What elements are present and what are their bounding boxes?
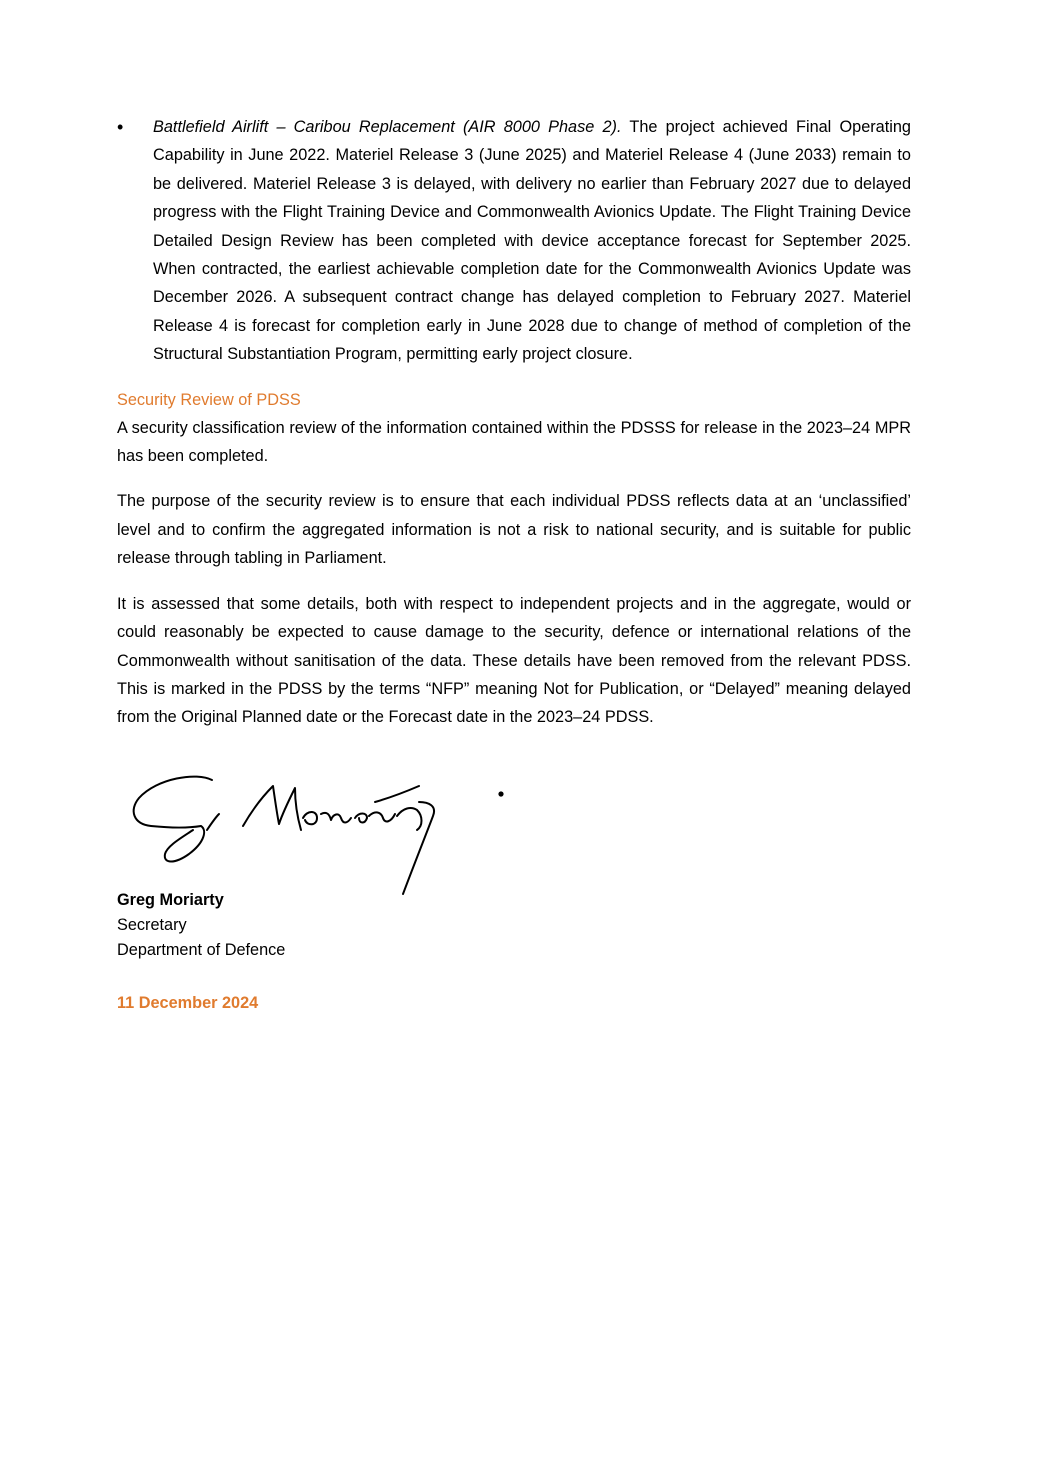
paragraph-3: It is assessed that some details, both with respect to independent projects and in the aggregate, would or could reasonably be expected to cause damage to the security, defence or international relations of the Commonwealth without sanitisation of the data. These details have been removed from the relevant PDSS. This is marked in the PDSS by the terms “NFP” meaning Not for Publication, or “Delayed” meaning delayed from the Original Planned date or the Forecast date in the 2023–24 PDSS. (117, 594, 911, 727)
section-heading: Security Review of PDSS (117, 390, 301, 409)
signatory-department: Department of Defence (117, 940, 286, 959)
paragraph-1: A security classification review of the information contained within the PDSSS for release in the 2023–24 MPR has been completed. (117, 418, 911, 466)
bullet-dot-icon: • (117, 117, 124, 137)
paragraph-2: The purpose of the security review is to ensure that each individual PDSS reflects data at an ‘unclassified’ level and to confirm the aggregated information is not a risk to national security, and is suitable for public release through tabling in Parliament. (117, 492, 911, 568)
bullet-italic-title: Battlefield Airlift – Caribou Replacement (AIR 8000 Phase 2). (153, 118, 622, 136)
signoff-date: 11 December 2024 (117, 993, 259, 1012)
bullet-body: The project achieved Final Operating Capability in June 2022. Materiel Release 3 (June 2025) and Materiel Release 4 (June 2033) remain to be delivered. Materiel Release 3 is delayed, with delivery no earlier than February 2027 due to delayed progress with the Flight Training Device and Commonwealth Avionics Update. The Flight Training Device Detailed Design Review has been completed with device acceptance forecast for September 2025. When contracted, the earliest achievable completion date for the Commonwealth Avionics Update was December 2026. A subsequent contract change has delayed completion to February 2027. Materiel Release 4 is forecast for completion early in June 2028 due to change of method of completion of the Structural Substantiation Program, permitting early project closure. (153, 118, 911, 364)
bullet-item-air8000 (117, 113, 911, 369)
document-page (117, 113, 911, 1016)
signatory-title: Secretary (117, 915, 187, 934)
handwritten-signature (127, 772, 507, 897)
signatory-name: Greg Moriarty (117, 890, 224, 909)
